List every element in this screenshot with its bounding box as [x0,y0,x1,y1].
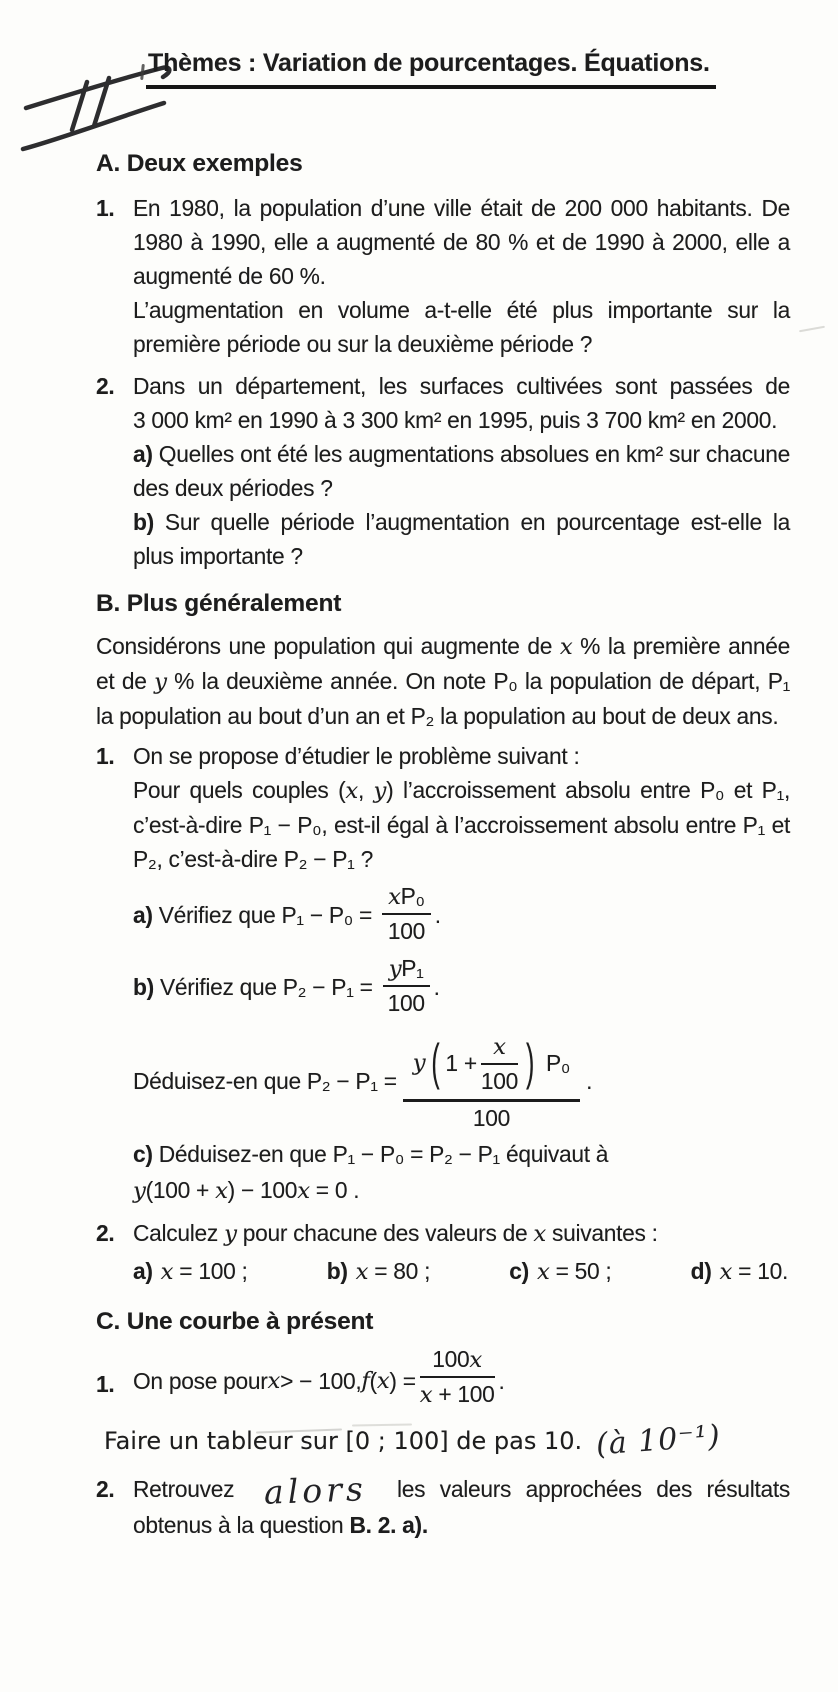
sub-question-text: Quelles ont été les augmentations absolues en km² sur chacune des deux périodes ? [133,441,790,501]
sub-question-label: d) [690,1258,712,1284]
sub-question-label: a) [133,1258,153,1284]
math-var-x: x [345,778,358,804]
math-var-x: x [719,1259,733,1285]
sub-question-label: c) [133,1141,153,1167]
section-b-intro [96,629,790,733]
math-var-x: x [469,1347,482,1373]
fraction-denominator [420,1378,495,1408]
text-run: . [434,902,441,929]
math-var-x: x [376,1367,390,1394]
text-run: Faire un tableur sur [0 ; 100] de pas 10. [104,1427,583,1455]
fraction-numerator [383,954,430,987]
right-paren: ) = [389,1367,416,1394]
text-run: Déduisez-en que P₁ − P₀ = P₂ − P₁ équivaut à [152,1141,609,1167]
fraction-xp0-over-100 [382,882,431,944]
math-symbol: 1 + [445,1050,477,1076]
sub-question-label: c) [509,1258,529,1284]
text-run: ) l’accroissement absolu entre P₀ et P₁, c’est-à-dire P₁ − P₀, est-il égal à l’accroissement absolu entre P₁ et P₂, c’est-à-dire P₂ − P₁ ? [133,777,790,872]
text-run: Vérifiez que P₂ − P₁ = [153,974,379,1001]
sub-question-label: b) [133,974,154,1001]
math-var-x: x [388,884,401,910]
math-var-y: y [412,1050,426,1076]
math-symbol: P₀ [546,1050,571,1076]
fraction-numerator [382,882,431,915]
math-var-f: f [361,1367,370,1394]
item-number: 2. [96,1476,115,1502]
tableur-instruction [104,1418,790,1463]
math-symbol: = 100 ; [173,1258,248,1284]
exercise-a1-statement: En 1980, la population d’une ville était de 200 000 habitants. De 1980 à 1990, elle a augmenté de 80 % et de 1990 à 2000, elle a augmenté de 60 %. [133,195,790,289]
math-symbol: = 10. [732,1258,788,1284]
math-symbol: ) − 100 [227,1177,298,1203]
math-var-x: x [215,1178,228,1204]
page-title: Thèmes : Variation de pourcentages. Équations. [146,48,716,89]
text-run: Vérifiez que P₁ − P₀ = [152,902,379,929]
math-var-x: x [160,1259,174,1285]
text-run: Déduisez-en que P₂ − P₁ = [133,1067,397,1094]
fraction-numerator [481,1032,518,1065]
item-number: 1. [96,743,115,769]
math-symbol: = 0 . [309,1177,360,1203]
text-run: Calculez [133,1220,225,1246]
math-var-x: x [559,634,573,660]
math-symbol: = 80 ; [368,1258,431,1284]
page-content [96,0,790,1542]
value-case-d [691,1254,788,1289]
math-symbol: P₀ [400,883,425,909]
text-run: pour chacune des valeurs de [236,1220,534,1246]
text-run: On pose pour [133,1367,268,1394]
exercise-a2-question-a [133,437,790,505]
exercise-b1 [96,739,790,1208]
item-number: 2. [96,373,115,399]
fraction-x-over-100 [481,1032,518,1094]
text-run: Considérons une population qui augmente de [96,633,560,659]
fraction-yp1-over-100 [383,954,430,1016]
math-symbol: > − 100, [280,1367,362,1394]
text-run: suivantes : [545,1220,658,1246]
text-run: % la deuxième année. On note P₀ la population de départ, P₁ la population au bout d’un an et P₂ la population au bout de deux ans. [96,668,790,729]
math-var-x: x [533,1221,546,1247]
exercise-a1-question: L’augmentation en volume a-t-elle été plus importante sur la première période ou sur la deuxième période ? [133,297,790,357]
math-symbol: P₁ [401,955,424,981]
text-run: . [498,1367,505,1394]
sub-question-label: b) [133,509,154,535]
section-c-heading: C. Une courbe à présent [96,1308,374,1335]
exercise-a2-statement: Dans un département, les surfaces cultivées sont passées de 3 000 km² en 1990 à 3 300 km² en 1995, puis 3 700 km² en 2000. [133,373,790,433]
sub-question-label: b) [326,1258,348,1284]
math-var-y: y [154,669,167,695]
handwritten-annotation: (à 10⁻¹) [595,1418,723,1463]
fraction-numerator [403,1030,580,1102]
handwritten-word: alors [263,1469,368,1512]
big-fraction [403,1030,580,1131]
exercise-c1 [96,1346,790,1412]
text-run: Retrouvez [133,1476,235,1502]
math-symbol: = 50 ; [549,1258,612,1284]
math-var-x: x [493,1034,506,1060]
exercise-b1-lead: On se propose d’étudier le problème suivant : [133,743,580,769]
right-paren: ) [525,1035,535,1091]
math-symbol: + 100 [432,1381,495,1407]
exercise-a2 [96,369,790,573]
exercise-b2 [96,1216,790,1289]
formula-line-deduce [133,1030,790,1131]
formula-line-b [133,955,790,1020]
equation-line [133,1173,790,1208]
math-var-x: x [267,1367,281,1394]
text-run: Pour quels couples ( [133,777,346,803]
sub-question-text: Sur quelle période l’augmentation en pourcentage est-elle la plus importante ? [133,509,790,569]
fraction-denominator: 100 [387,918,425,944]
exercise-a2-question-b [133,505,790,573]
math-var-x: x [355,1259,369,1285]
fraction-denominator: 100 [472,1105,510,1131]
value-case-c [509,1254,611,1289]
exercise-c2 [96,1469,790,1542]
fraction-denominator: 100 [480,1068,518,1094]
item-number: 1. [96,1371,115,1397]
scan-artifact-dash [799,326,825,332]
item-number: 1. [96,195,115,221]
formula-line-a [133,883,790,948]
question-reference: B. 2. a). [349,1512,428,1538]
item-number: 2. [96,1220,115,1246]
math-var-y: y [388,956,402,982]
text-run: . [433,974,440,1001]
value-case-b [327,1254,430,1289]
exercise-b1-problem [133,773,790,876]
text-run: les valeurs approchées des résultats obtenus à la question [133,1476,790,1538]
math-symbol: 100 [432,1346,470,1372]
exercise-b2-lead [133,1216,790,1251]
exercise-b2-values-row [133,1254,790,1289]
section-b-heading: B. Plus généralement [96,590,342,617]
left-paren: ( [369,1367,377,1394]
section-a-heading: A. Deux exemples [96,150,303,177]
sub-question-label: a) [133,441,153,467]
text-run: . [586,1067,593,1094]
sub-question-label: a) [133,902,153,929]
math-var-x: x [419,1382,433,1408]
math-var-x: x [536,1259,550,1285]
text-run: % la première année et de [96,633,791,694]
text-run: , [357,777,374,803]
math-var-y: y [224,1221,237,1247]
math-var-y: y [133,1178,146,1204]
exercise-c1-formula [133,1346,790,1412]
exercise-a1 [96,191,790,361]
math-var-x: x [297,1178,310,1204]
value-case-a [133,1254,248,1289]
fraction-100x-over-x-plus-100 [420,1345,495,1408]
exercise-b1-question-c [133,1137,790,1171]
title-row [146,46,790,89]
fraction-numerator [420,1345,495,1378]
exercise-c2-text [133,1469,790,1542]
math-symbol: (100 + [145,1177,216,1203]
left-paren: ( [431,1035,440,1091]
math-var-y: y [373,778,387,804]
fraction-denominator: 100 [387,990,425,1016]
